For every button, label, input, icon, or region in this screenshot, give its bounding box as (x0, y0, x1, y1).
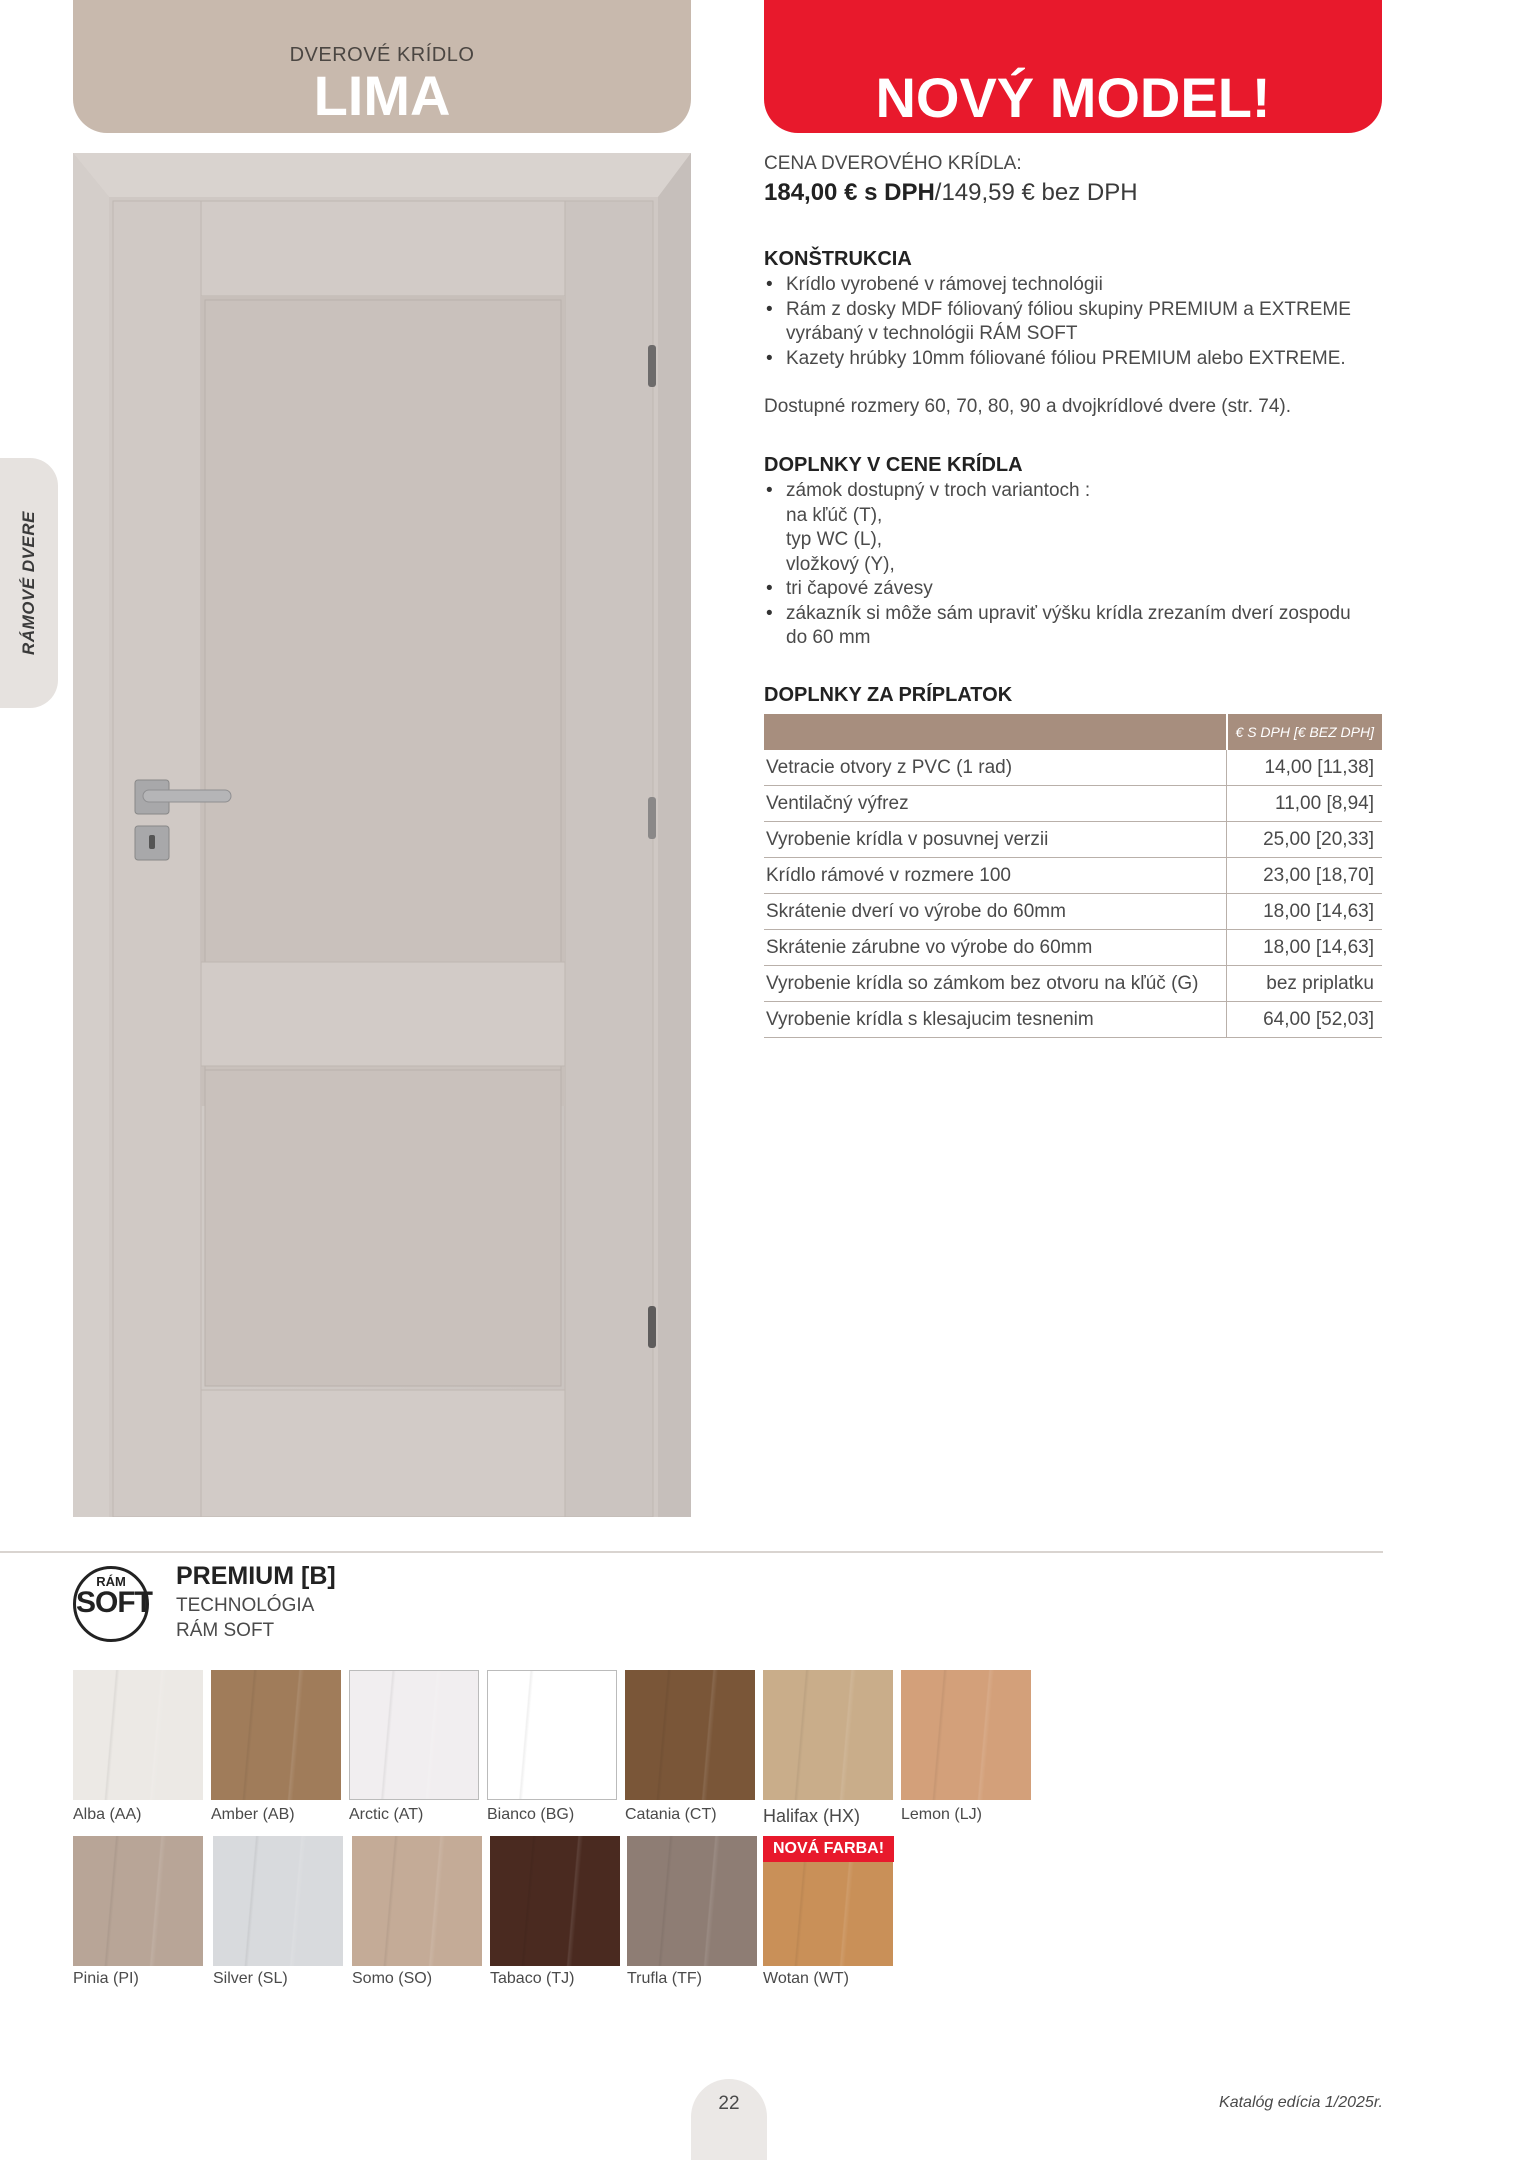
extra-price: 11,00 [8,94] (1227, 786, 1383, 822)
logo-top-text: RÁM (96, 1574, 126, 1589)
color-swatch[interactable] (487, 1670, 617, 1800)
list-item: do 60 mm (786, 627, 871, 648)
color-swatch[interactable] (625, 1670, 755, 1800)
extra-price: 25,00 [20,33] (1227, 822, 1383, 858)
extra-name: Skrátenie zárubne vo výrobe do 60mm (764, 930, 1227, 966)
series-sub-line: TECHNOLÓGIA (176, 1595, 315, 1616)
color-swatch[interactable] (73, 1670, 203, 1800)
swatch-label: Bianco (BG) (487, 1806, 575, 1823)
table-row (764, 750, 1382, 786)
color-swatch[interactable] (73, 1836, 203, 1966)
color-swatch[interactable] (213, 1836, 343, 1966)
construction-title: KONŠTRUKCIA (764, 248, 912, 270)
color-swatch[interactable] (211, 1670, 341, 1800)
extra-price: 64,00 [52,03] (1227, 1002, 1383, 1038)
page-number-tab (691, 2079, 767, 2160)
swatch-label: Alba (AA) (73, 1806, 142, 1823)
swatch-label: Trufla (TF) (627, 1970, 702, 1987)
extra-name: Ventilačný výfrez (764, 786, 1227, 822)
list-item: • Krídlo vyrobené v rámovej technológii (786, 273, 1406, 298)
series-title: PREMIUM [B] (176, 1562, 336, 1590)
extras-table (764, 714, 1382, 1038)
extra-price: 18,00 [14,63] (1227, 894, 1383, 930)
color-swatch[interactable] (901, 1670, 1031, 1800)
logo-main-text: SOFT (76, 1586, 152, 1619)
table-header-row (764, 714, 1382, 750)
list-item: • zámok dostupný v troch variantoch : (786, 479, 1406, 504)
extra-price: 14,00 [11,38] (1227, 750, 1383, 786)
list-item: • Rám z dosky MDF fóliovaný fóliou skupiny PREMIUM a EXTREME (786, 298, 1406, 323)
color-swatch[interactable] (349, 1670, 479, 1800)
swatch-label: Lemon (LJ) (901, 1806, 982, 1823)
table-row (764, 894, 1382, 930)
list-item: • tri čapové závesy (786, 577, 1406, 602)
new-model-text: NOVÝ MODEL! (875, 66, 1271, 129)
extra-name: Vyrobenie krídla v posuvnej verzii (764, 822, 1227, 858)
table-row (764, 1002, 1382, 1038)
table-row (764, 822, 1382, 858)
edition-note: Katalóg edícia 1/2025r. (1219, 2094, 1383, 2111)
extra-price: bez priplatku (1227, 966, 1383, 1002)
extra-name: Vyrobenie krídla s klesajucim tesnenim (764, 1002, 1227, 1038)
swatch-label: Amber (AB) (211, 1806, 295, 1823)
price-label: CENA DVEROVÉHO KRÍDLA: (764, 153, 1022, 174)
extra-name: Vyrobenie krídla so zámkom bez otvoru na kľúč (G) (764, 966, 1227, 1002)
model-header (73, 0, 691, 133)
color-swatch[interactable] (627, 1836, 757, 1966)
extra-name: Krídlo rámové v rozmere 100 (764, 858, 1227, 894)
sizes-note: Dostupné rozmery 60, 70, 80, 90 a dvojkrídlové dvere (str. 74). (764, 396, 1291, 417)
table-row (764, 966, 1382, 1002)
ram-soft-logo (73, 1566, 152, 1642)
list-item: • zákazník si môže sám upraviť výšku krídla zrezaním dverí zospodu (786, 602, 1406, 627)
model-title: LIMA (313, 64, 451, 127)
table-row (764, 786, 1382, 822)
side-category-tab[interactable] (0, 458, 58, 708)
price-without-vat: /149,59 € bez DPH (934, 179, 1138, 206)
list-item: • Kazety hrúbky 10mm fóliované fóliou PREMIUM alebo EXTREME. (786, 347, 1406, 372)
color-swatch[interactable] (352, 1836, 482, 1966)
table-header-name (764, 714, 1227, 750)
included-list (764, 479, 1406, 651)
list-item: typ WC (L), (786, 529, 883, 550)
included-title: DOPLNKY V CENE KRÍDLA (764, 454, 1023, 476)
swatch-label: Somo (SO) (352, 1970, 433, 1987)
construction-list (764, 273, 1406, 371)
extra-price: 23,00 [18,70] (1227, 858, 1383, 894)
list-item: vložkový (Y), (786, 553, 895, 575)
series-sub-line: RÁM SOFT (176, 1620, 275, 1641)
list-item: vyrábaný v technológii RÁM SOFT (786, 323, 1078, 344)
price-with-vat: 184,00 € s DPH (764, 179, 935, 206)
side-tab-label: RÁMOVÉ DVERE (19, 511, 38, 655)
table-row (764, 930, 1382, 966)
color-swatch[interactable] (763, 1670, 893, 1800)
table-row (764, 858, 1382, 894)
list-item: na kľúč (T), (786, 504, 883, 526)
price-line (764, 179, 1384, 207)
page-number: 22 (718, 2093, 740, 2114)
door-illustration (73, 153, 691, 1517)
swatch-label: Halifax (HX) (763, 1806, 861, 1826)
door-image (73, 153, 691, 1517)
extras-title: DOPLNKY ZA PRÍPLATOK (764, 684, 1013, 706)
color-swatch[interactable] (490, 1836, 620, 1966)
extra-name: Vetracie otvory z PVC (1 rad) (764, 750, 1227, 786)
swatch-label: Silver (SL) (213, 1970, 288, 1987)
swatch-label: Tabaco (TJ) (490, 1970, 575, 1987)
swatch-label: Arctic (AT) (349, 1806, 424, 1823)
section-divider (0, 1551, 1383, 1553)
swatch-label: Wotan (WT) (763, 1970, 849, 1987)
table-header-price: € S DPH [€ BEZ DPH] (1227, 714, 1383, 750)
swatch-label: Pinia (PI) (73, 1970, 139, 1987)
extra-price: 18,00 [14,63] (1227, 930, 1383, 966)
model-subtitle: DVEROVÉ KRÍDLO (289, 44, 475, 66)
new-model-banner (764, 0, 1382, 133)
series-subtitle (176, 1593, 314, 1643)
swatch-label: Catania (CT) (625, 1806, 717, 1823)
extra-name: Skrátenie dverí vo výrobe do 60mm (764, 894, 1227, 930)
new-color-badge: NOVÁ FARBA! (763, 1836, 894, 1862)
